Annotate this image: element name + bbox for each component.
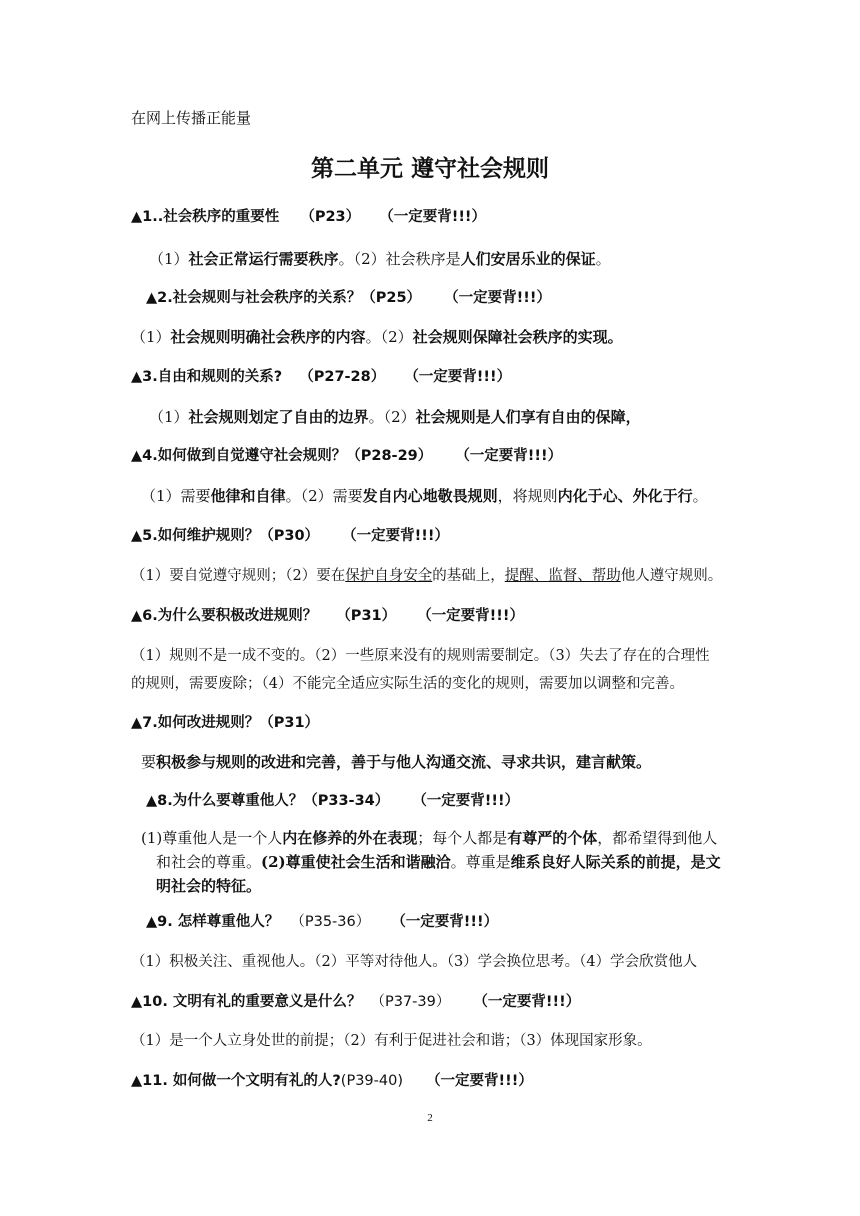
question-9-page: （P35-36）: [290, 914, 371, 930]
answer-7-bold: 积极参与规则的改进和完善，善于与他人沟通交流、寻求共识，建言献策。: [156, 753, 652, 771]
answer-4-text: 。（2）需要: [285, 487, 363, 505]
question-6-title: ▲6.为什么要积极改进规则？: [131, 608, 318, 624]
question-5-note: （一定要背!!!）: [342, 528, 449, 544]
question-4-title: ▲4.如何做到自觉遵守社会规则？（P28-29）: [131, 448, 433, 464]
question-10-note: （一定要背!!!）: [473, 994, 581, 1010]
answer-8-text: ；每个人都是: [417, 829, 508, 847]
answer-2-text: （1）: [131, 328, 171, 346]
answer-8-bold: 内在修养的外在表现: [282, 829, 418, 847]
answer-5-text: （1）要自觉遵守规则；（2）要在: [131, 568, 346, 584]
answer-8-line-3: [156, 876, 261, 896]
question-11-page: (P39-40): [340, 1073, 403, 1089]
question-11-note: （一定要背!!!）: [426, 1073, 533, 1089]
answer-8-text: 和社会的尊重。: [156, 853, 262, 871]
question-3-page: （P27-28）: [299, 369, 386, 385]
question-11: [131, 1071, 533, 1091]
answer-8-line-2: [156, 852, 721, 872]
answer-7: [141, 752, 651, 772]
answer-8-bold: 维系良好人际关系的前提，是文: [510, 853, 721, 871]
question-10: [131, 992, 580, 1012]
question-6-note: （一定要背!!!）: [417, 608, 525, 624]
answer-6-line-2: 的规则，需要废除；（4）不能完全适应实际生活的变化的规则，需要加以调整和完善。: [131, 676, 684, 692]
question-8: [146, 791, 519, 811]
answer-9: （1）积极关注、重视他人。（2）平等对待他人。（3）学会换位思考。（4）学会欣赏他人: [131, 954, 698, 970]
question-2: [146, 288, 551, 308]
answer-5: [131, 566, 722, 586]
answer-1-text: 。（2）社会秩序是: [338, 250, 461, 268]
answer-5-underlined: 保护自身安全: [345, 568, 433, 584]
question-3-title: ▲3.自由和规则的关系?: [131, 369, 283, 385]
answer-2-bold: 社会规则保障社会秩序的实现。: [412, 328, 623, 346]
question-8-title: ▲8.为什么要尊重他人？（P33-34）: [146, 793, 390, 809]
answer-1: [149, 249, 611, 269]
question-1-page: （P23）: [300, 209, 361, 225]
answer-3-bold: 社会规则是人们享有自由的保障，: [415, 408, 641, 426]
answer-7-text: 要: [141, 753, 157, 771]
answer-8-text: ，都希望得到他人: [597, 829, 718, 847]
question-11-title: ▲11. 如何做一个文明有礼的人?: [131, 1073, 341, 1089]
answer-8-line-1: [141, 828, 717, 848]
question-1: [131, 207, 486, 227]
question-7: [131, 713, 319, 733]
answer-1-text: （1）: [149, 250, 189, 268]
question-10-page: （P37-39）: [370, 994, 451, 1010]
question-9-title: ▲9. 怎样尊重他人？: [146, 914, 280, 930]
question-5: [131, 526, 449, 546]
answer-4-bold: 内化于心、外化于行: [557, 487, 693, 505]
question-1-title: ▲1..社会秩序的重要性: [131, 209, 280, 225]
answer-5-text: 他人遵守规则。: [620, 568, 723, 584]
question-1-note: （一定要背!!!）: [379, 209, 487, 225]
answer-1-bold: 社会正常运行需要秩序: [188, 250, 339, 268]
answer-6-line-1: （1）规则不是一成不变的。（2）一些原来没有的规则需要制定。（3）失去了存在的合理性: [131, 648, 710, 664]
answer-1-bold: 人们安居乐业的保证: [460, 250, 596, 268]
answer-4-bold: 他律和自律: [210, 487, 286, 505]
answer-8-bold: 有尊严的个体: [507, 829, 598, 847]
question-9-note: （一定要背!!!）: [391, 914, 499, 930]
answer-2-bold: 社会规则明确社会秩序的内容: [170, 328, 366, 346]
answer-3-bold: 社会规则划定了自由的边界: [188, 408, 369, 426]
answer-4-text: （1）需要: [141, 487, 211, 505]
answer-4: [141, 486, 708, 506]
question-3-note: （一定要背!!!）: [404, 369, 512, 385]
answer-8-text: (1)尊重他人是一个人: [141, 829, 283, 847]
answer-8-bold: 明社会的特征。: [156, 877, 262, 895]
answer-8-text: 。尊重是: [450, 853, 511, 871]
answer-3: [149, 407, 641, 427]
answer-4-bold: 发自内心地敬畏规则: [362, 487, 498, 505]
question-2-title: ▲2.社会规则与社会秩序的关系？（P25）: [146, 290, 422, 306]
question-3: [131, 367, 511, 387]
question-2-note: （一定要背!!!）: [444, 290, 551, 306]
page-number: 2: [427, 1112, 433, 1124]
answer-2-text: 。（2）: [365, 328, 413, 346]
answer-1-text: 。: [595, 250, 611, 268]
question-4-note: （一定要背!!!）: [455, 448, 563, 464]
answer-4-text: 。: [692, 487, 708, 505]
unit-title: 第二单元 遵守社会规则: [310, 156, 549, 182]
answer-3-text: （1）: [149, 408, 189, 426]
intro-line: 在网上传播正能量: [131, 109, 252, 127]
question-6-page: （P31）: [336, 608, 397, 624]
answer-5-text: 的基础上，: [432, 568, 505, 584]
answer-2: [131, 327, 623, 347]
question-4: [131, 446, 562, 466]
answer-3-text: 。（2）: [368, 408, 416, 426]
answer-5-underlined: 提醒、监督、帮助: [504, 568, 621, 584]
question-9: [146, 912, 498, 932]
question-5-title: ▲5.如何维护规则？（P30）: [131, 528, 320, 544]
question-7-title: ▲7.如何改进规则？（P31）: [131, 715, 320, 731]
question-8-note: （一定要背!!!）: [412, 793, 520, 809]
question-6: [131, 606, 524, 626]
answer-10: （1）是一个人立身处世的前提；（2）有利于促进社会和谐；（3）体现国家形象。: [131, 1033, 652, 1049]
answer-8-bold: (2)尊重使社会生活和谐融洽: [261, 853, 451, 871]
answer-4-text: ，将规则: [497, 487, 558, 505]
question-10-title: ▲10. 文明有礼的重要意义是什么？: [131, 994, 362, 1010]
